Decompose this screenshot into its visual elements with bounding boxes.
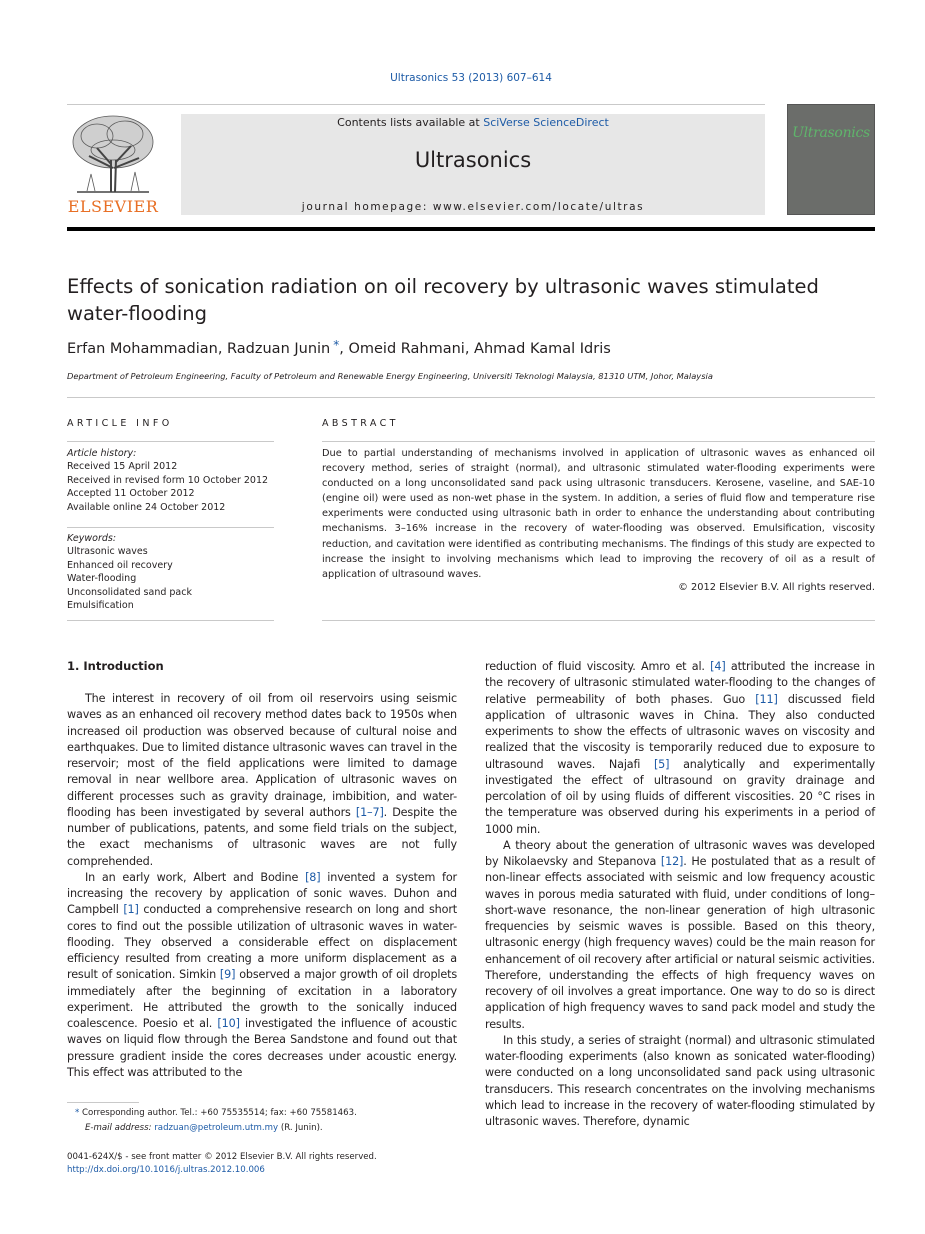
contents-line: [181, 116, 765, 129]
corresponding-author-note: [67, 1106, 457, 1121]
article-history: [67, 447, 274, 514]
history-item: Received 15 April 2012: [67, 461, 178, 473]
citation-link[interactable]: [10]: [217, 1017, 240, 1030]
keyword-item: Emulsification: [67, 600, 134, 612]
history-item: Accepted 11 October 2012: [67, 488, 195, 500]
elsevier-tree-icon: [67, 112, 159, 196]
text-run: The interest in recovery of oil from oil reservoirs using seismic waves as an enhanced oil recovery method dates back to 1950s when increased oil production was observed because of cultural noise and earthquakes. Due to limited distance ultrasonic waves can travel in the reservoir; most of the field applications were limited to damage removal in near wellbore area. Application of ultrasonic waves on different processes such as gravity drainage, imbibition, and water-flooding has been investigated by several authors: [67, 692, 457, 819]
journal-title: Ultrasonics: [414, 148, 532, 172]
keywords-label: Keywords:: [67, 533, 117, 544]
text-run: . Despite the number of publications, patents, and some field trials on the subject, the exact mechanisms of ultrasonic waves are not fully comprehended.: [67, 805, 457, 868]
body-column-right: [485, 659, 875, 1130]
history-item: Received in revised form 10 October 2012: [67, 474, 269, 486]
text-run: discussed field application of ultrasonic waves in China. They also conducted experiments to show the effects of ultrasonic waves on viscosity and realized that the viscosity is temporarily reduced due to exposure to ultrasound waves. Najafi: [485, 692, 875, 771]
citation-link[interactable]: [9]: [219, 968, 236, 982]
keyword-item: Water-flooding: [67, 573, 137, 585]
header-rule: [67, 104, 765, 105]
text-run: invented a system for increasing the recovery by application of sonic waves. Duhon and Campbell: [67, 870, 457, 917]
affiliation: Department of Petroleum Engineering, Faculty of Petroleum and Renewable Energy Engineering, Universiti Teknologi Malaysia, 81310 UTM, Johor, Malaysia: [67, 371, 713, 381]
citation-link[interactable]: [12]: [660, 855, 684, 868]
front-matter: [67, 1151, 467, 1177]
elsevier-wordmark: ELSEVIER: [67, 197, 159, 216]
citation-link[interactable]: [1]: [123, 903, 139, 917]
article-info-heading: ARTICLE INFO: [67, 418, 173, 429]
text-run: A theory about the generation of ultrasonic waves was developed by Nikolaevsky and Stepanova: [485, 838, 875, 868]
journal-reference[interactable]: Ultrasonics 53 (2013) 607–614: [390, 72, 552, 84]
footnote-rule: [67, 1102, 139, 1103]
elsevier-logo: [67, 112, 159, 216]
citation-link[interactable]: [8]: [305, 870, 321, 884]
text-run: investigated the influence of acoustic waves on liquid flow through the Berea Sandstone and found out that pressure gradient inside the cores decreases under acoustic energy. This effect was attributed to the: [67, 1017, 457, 1079]
author-list: [67, 338, 875, 357]
authors-rest: , Omeid Rahmani, Ahmad Kamal Idris: [339, 341, 611, 357]
email-label: E-mail address:: [85, 1122, 155, 1133]
citation-link[interactable]: [1–7]: [355, 805, 384, 819]
journal-homepage[interactable]: journal homepage: www.elsevier.com/locate/ultras: [301, 201, 645, 213]
info-rule: [67, 527, 274, 528]
text-run: observed a major growth of oil droplets immediately after the beginning of excitation in a laboratory experiment. He attributed the growth to the sonically induced coalescence. Poesio et al.: [67, 968, 457, 1030]
authors-first: Erfan Mohammadian, Radzuan Junin: [67, 341, 331, 357]
abstract-heading: ABSTRACT: [322, 418, 399, 429]
header-thick-rule: [67, 227, 875, 231]
text-run: conducted a comprehensive research on long and short cores to find out the possible utilization of ultrasonic waves in water-flooding. They observed a considerable effect on displacement efficiency resulted from creating a more uniform displacement as a result of sonication. Simkin: [67, 903, 458, 982]
info-rule: [67, 620, 274, 621]
section-heading-introduction: 1. Introduction: [67, 659, 164, 673]
keyword-item: Ultrasonic waves: [67, 546, 148, 558]
body-paragraph: [67, 691, 457, 870]
abstract-text: Due to partial understanding of mechanisms involved in application of ultrasonic waves as enhanced oil recovery method, series of straight (normal), and ultrasonic stimulated water-flooding experiments were conducted on a long unconsolidated sand pack using ultrasonic transducers. Kerosene, vaseline, and SAE-10 (engine oil) were used as non-wet phase in the system. In addition, a series of fluid flow and temperature rise experiments were conducted using ultrasonic bath in order to enhance the understanding about contributing mechanisms. 3–16% increase in the recovery of water-flooding was observed. Emulsification, viscosity reduction, and cavitation were identified as contributing mechanisms. The findings of this study are expected to increase the insight to involving mechanisms which lead to improving the recovery of oil as a result of application of ultrasound waves.: [322, 448, 875, 580]
text-run: attributed the increase in the recovery of ultrasonic stimulated water-flooding to the changes of relative permeability of both phases. Guo: [485, 660, 875, 706]
article-title: Effects of sonication radiation on oil recovery by ultrasonic waves stimulated water-flooding: [67, 275, 819, 325]
journal-banner: [181, 114, 765, 215]
title-rule: [67, 397, 875, 398]
journal-cover: [787, 104, 875, 215]
contents-prefix: Contents lists available at: [337, 116, 484, 129]
history-item: Available online 24 October 2012: [67, 501, 226, 513]
keyword-item: Enhanced oil recovery: [67, 559, 173, 571]
text-run: reduction of fluid viscosity. Amro et al.: [485, 660, 711, 673]
issn-line: 0041-624X/$ - see front matter © 2012 Elsevier B.V. All rights reserved.: [67, 1152, 377, 1162]
footnote: [67, 1106, 457, 1135]
abstract-rule: [322, 441, 875, 442]
citation-link[interactable]: [11]: [755, 692, 778, 706]
corresponding-author-mark[interactable]: *: [333, 338, 340, 352]
info-rule: [67, 441, 274, 442]
body-column-left: [67, 691, 457, 1081]
text-run: analytically and experimentally investigated the effect of ultrasound on gravity drainage and percolation of oil by using fluids of different viscosities. 20 °C rises in the temperature was observed during his experiments in a period of 1000 min.: [485, 757, 875, 836]
history-label: Article history:: [67, 448, 137, 459]
email-link[interactable]: radzuan@petroleum.utm.my: [154, 1122, 279, 1133]
body-paragraph: [67, 870, 457, 1081]
email-note: [67, 1121, 457, 1136]
keyword-item: Unconsolidated sand pack: [67, 586, 192, 598]
text-run: In an early work, Albert and Bodine: [85, 870, 306, 884]
citation-link[interactable]: [4]: [710, 660, 726, 673]
footnote-text: Corresponding author. Tel.: +60 75535514; fax: +60 75581463.: [79, 1108, 357, 1118]
text-run: . He postulated that as a result of non-linear effects associated with seismic and low frequency acoustic waves in porous media saturated with fluid, under conditions of long–short-wave resonance, the non-linear generation of high ultrasonic frequencies by seismic waves is possible. Based on this theory, ultrasonic energy (high frequency waves) could be the main reason for enhancement of oil recovery after artificial or natural seismic activities. Therefore, understanding the effects of high frequency waves on recovery of oil involves a great importance. One way to do so is direct application of high frequency waves to sand pack model and study the results.: [485, 855, 875, 1031]
citation-link[interactable]: [5]: [653, 757, 670, 771]
body-paragraph: [485, 838, 875, 1033]
body-paragraph: [485, 659, 875, 838]
sciencedirect-link[interactable]: SciVerse ScienceDirect: [483, 116, 609, 129]
body-paragraph: In this study, a series of straight (normal) and ultrasonic stimulated water-flooding experiments (also known as sonicated water-flooding) were conducted on a long unconsolidated sand pack using ultrasonic transducers. This research concentrates on the involving mechanisms which lead to increase in the recovery of water-flooding stimulated by ultrasonic waves. Therefore, dynamic: [485, 1033, 875, 1128]
cover-title: Ultrasonics: [792, 125, 870, 141]
keywords: [67, 532, 274, 612]
abstract-copyright: © 2012 Elsevier B.V. All rights reserved.: [678, 582, 875, 593]
abstract-rule: [322, 620, 875, 621]
doi-link[interactable]: http://dx.doi.org/10.1016/j.ultras.2012.10.006: [67, 1165, 265, 1175]
email-suffix: (R. Junin).: [278, 1122, 323, 1133]
footnote-mark: *: [75, 1108, 80, 1118]
